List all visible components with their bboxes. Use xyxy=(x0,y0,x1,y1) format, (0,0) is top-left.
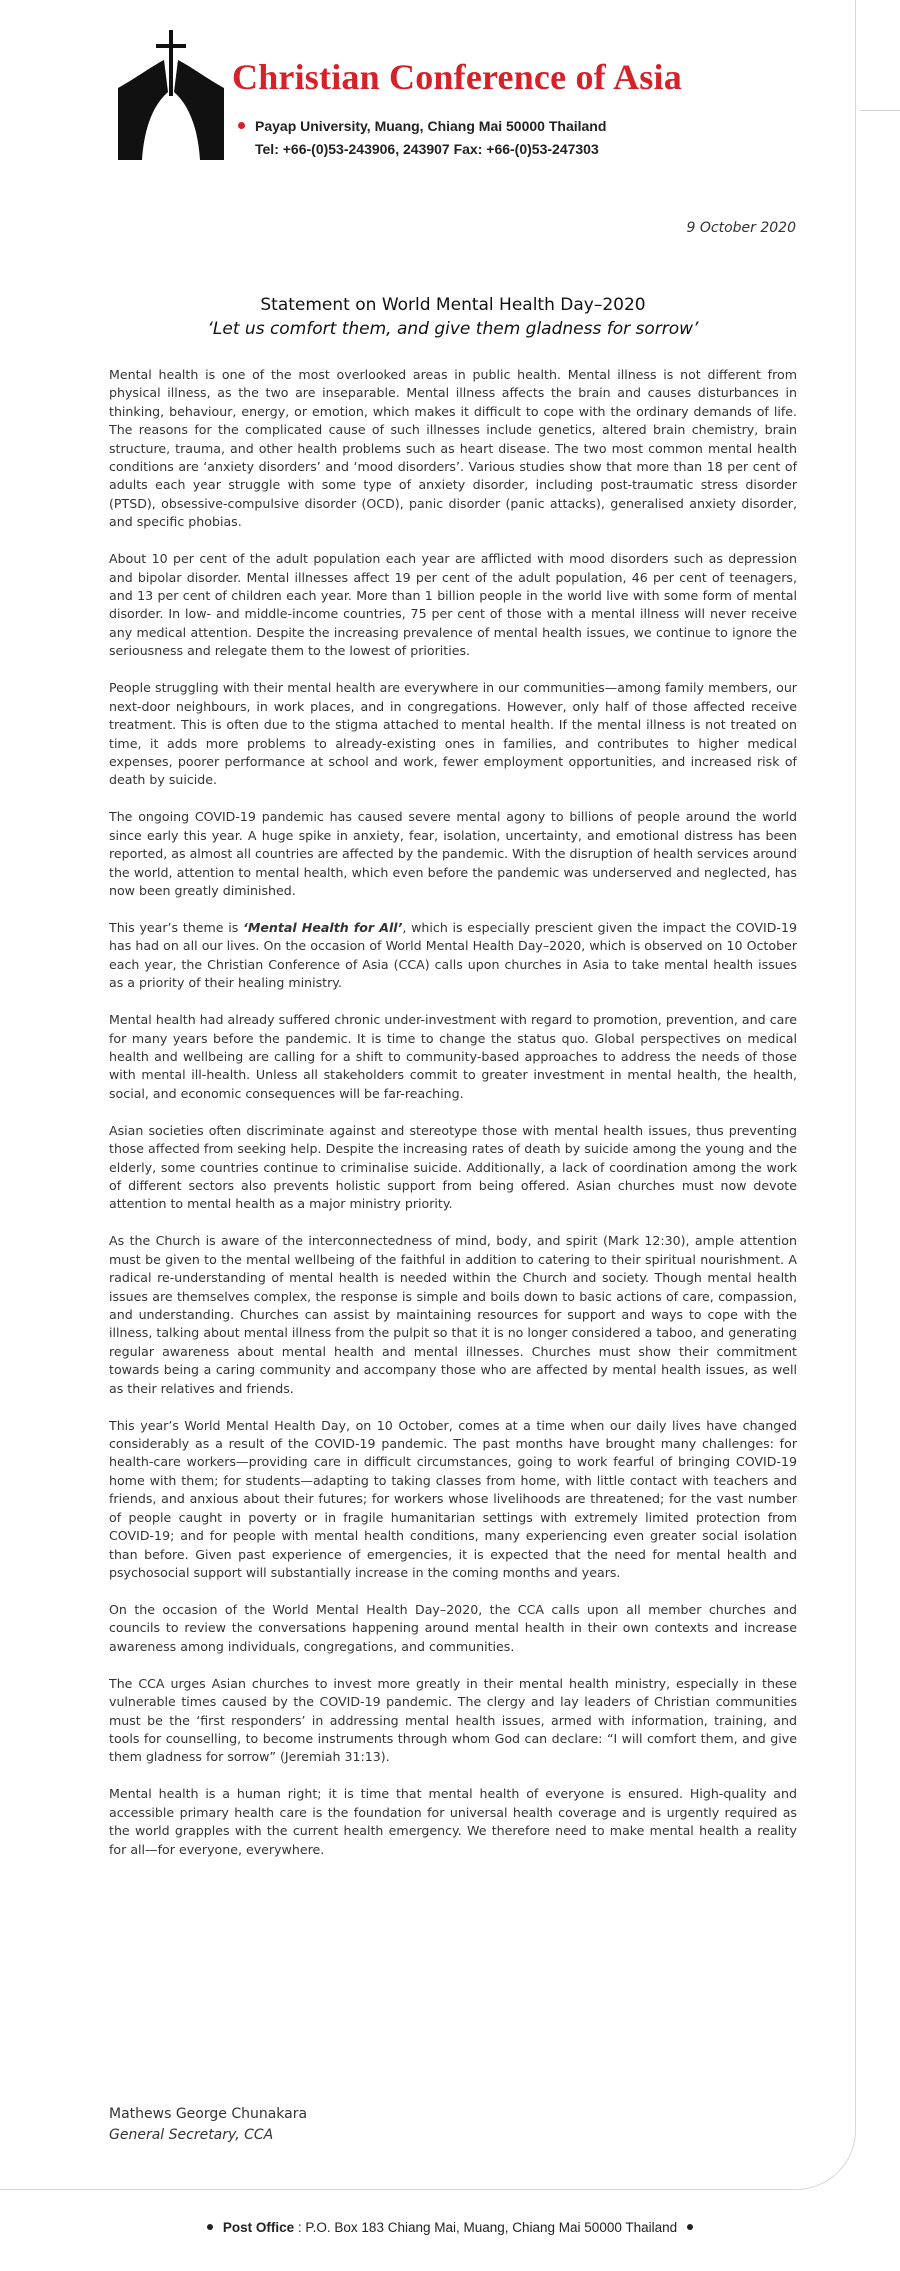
org-name: Christian Conference of Asia xyxy=(232,57,682,97)
footer-address xyxy=(0,2220,900,2235)
bullet-icon xyxy=(687,2224,693,2230)
letter-date: 9 October 2020 xyxy=(686,220,796,236)
cca-cross-logo-icon xyxy=(112,26,230,166)
paragraph: Mental health is a human right; it is time that mental health of everyone is ensured. High-quality and accessible primary health care is the foundation for universal health coverage and is urgently required as the world grapples with the current health emergency. We therefore need to make mental health a reality for all—for everyone, everywhere. xyxy=(109,1786,797,1857)
title-line-1: Statement on World Mental Health Day–2020 xyxy=(260,295,646,315)
paragraph: This year’s World Mental Health Day, on 10 October, comes at a time when our daily lives have changed considerably as a result of the COVID-19 pandemic. The past months have brought many challenges: for health-care workers—providing care in difficult circumstances, going to work fearful of bringing COVID-19 home with them; for students—adapting to taking classes from home, with little contact with teachers and friends, and anxious about their futures; for workers whose livelihoods are threatened; for the vast number of people caught in poverty or in fragile humanitarian settings with extremely limited protection from COVID-19; and for people with mental health conditions, many experiencing even greater social isolation than before. Given past experience of emergencies, it is expected that the need for mental health and psychosocial support will substantially increase in the coming months and years. xyxy=(109,1417,797,1580)
signatory-name: Mathews George Chunakara xyxy=(109,2106,308,2122)
theme-rest: , which is especially prescient given the impact the COVID-19 has had on all our lives. On the occasion of World Mental Health Day–2020, which is observed on 10 October each year, the Christian Conference of Asia (CCA) calls upon churches in Asia to take mental health issues as a priority of their healing ministry. xyxy=(109,919,797,991)
address-text: Payap University, Muang, Chiang Mai 50000 Thailand xyxy=(255,118,607,134)
paragraph: People struggling with their mental health are everywhere in our communities—among family members, our next-door neighbours, in work places, and in congregations. However, only half of those affected receive treatment. This is often due to the stigma attached to mental health. If the mental illness is not treated on time, it adds more problems to already-existing ones in families, and contributes to higher medical expenses, poorer performance at school and work, fewer employment opportunities, and increased risk of death by suicide. xyxy=(109,680,797,788)
footer-label: Post Office xyxy=(222,2220,295,2235)
header-rule xyxy=(860,110,900,111)
paragraph: Asian societies often discriminate against and stereotype those with mental health issues, thus preventing those affected from seeking help. Despite the increasing rates of death by suicide among the young and the elderly, some countries continue to criminalise suicide. Additionally, a lack of coordination among the work of different sectors also prevents holistic support from being offered. Asian churches must now devote attention to mental health as a major ministry priority. xyxy=(109,1122,797,1212)
paragraph: Mental health is one of the most overlooked areas in public health. Mental illness is not different from physical illness, as the two are inseparable. Mental illness affects the brain and causes disturbances in thinking, behaviour, energy, or emotion, which makes it difficult to cope with the ordinary demands of life. The reasons for the complicated cause of such illnesses include genetics, altered brain chemistry, brain structure, trauma, and other health problems such as heart disease. The two most common mental health conditions are ‘anxiety disorders’ and ‘mood disorders’. Various studies show that more than 18 per cent of adults each year struggle with some type of anxiety disorder, including post-traumatic stress disorder (PTSD), obsessive-compulsive disorder (OCD), panic disorder (panic attacks), generalised anxiety disorder, and specific phobias. xyxy=(109,367,797,530)
paragraph: The ongoing COVID-19 pandemic has caused severe mental agony to billions of people around the world since early this year. A huge spike in anxiety, fear, isolation, uncertainty, and emotional distress has been reported, as almost all countries are affected by the pandemic. With the disruption of health services around the world, attention to mental health, which even before the pandemic was underserved and neglected, has now been greatly diminished. xyxy=(109,809,797,898)
footer-text: : P.O. Box 183 Chiang Mai, Muang, Chiang Mai 50000 Thailand xyxy=(297,2220,678,2235)
paragraph: About 10 per cent of the adult population each year are afflicted with mood disorders such as depression and bipolar disorder. Mental illnesses affect 19 per cent of the adult population, 46 per cent of teenagers, and 13 per cent of children each year. More than 1 billion people in the world live with some form of mental disorder. In low- and middle-income countries, 75 per cent of those with a mental illness will never receive any medical attention. Despite the increasing prevalence of mental health issues, we continue to ignore the seriousness and relegate them to the lowest of priorities. xyxy=(109,551,797,659)
signature-block xyxy=(109,2104,307,2146)
paragraph: The CCA urges Asian churches to invest more greatly in their mental health ministry, especially in these vulnerable times caused by the COVID-19 pandemic. The clergy and lay leaders of Christian communities must be the ‘first responders’ in addressing mental health issues, armed with information, training, and tools for counselling, to become instruments through whom God can declare: “I will comfort them, and give them gladness for sorrow” (Jeremiah 31:13). xyxy=(109,1675,797,1765)
org-phone-fax: Tel: +66-(0)53-243906, 243907 Fax: +66-(0)53-247303 xyxy=(255,141,599,157)
paragraph: On the occasion of the World Mental Health Day–2020, the CCA calls upon all member churches and councils to review the conversations happening around mental health in their own contexts and increase awareness among individuals, congregations, and communities. xyxy=(109,1601,797,1654)
theme-name: ‘Mental Health for All’ xyxy=(243,919,403,935)
signatory-role: General Secretary, CCA xyxy=(109,2127,274,2143)
statement-title xyxy=(70,293,836,341)
org-address xyxy=(238,118,606,134)
bullet-icon xyxy=(238,122,245,129)
paragraph: As the Church is aware of the interconnectedness of mind, body, and spirit (Mark 12:30), ample attention must be given to the mental wellbeing of the faithful in addition to catering to their spiritual nourishment. A radical re-understanding of mental health is needed within the Church and society. Though mental health issues are themselves complex, the response is simple and boils down to basic actions of care, compassion, and understanding. Churches can assist by maintaining resources for support and ways to cope with the illness, talking about mental illness from the pulpit so that it is no longer considered a taboo, and generating regular awareness about mental health and mental illnesses. Churches must show their commitment towards being a caring community and accompany those who are affected by mental health issues, as well as their relatives and friends. xyxy=(109,1233,797,1396)
title-line-2: ‘Let us comfort them, and give them gladness for sorrow’ xyxy=(207,319,699,339)
bullet-icon xyxy=(207,2224,213,2230)
theme-intro: This year’s theme is xyxy=(109,919,244,935)
paragraph xyxy=(109,919,797,993)
paragraph: Mental health had already suffered chronic under-investment with regard to promotion, prevention, and care for many years before the pandemic. It is time to change the status quo. Global perspectives on medical health and wellbeing are calling for a shift to community-based approaches to address the needs of those with mental ill-health. Unless all stakeholders commit to greater investment in mental health, the health, social, and economic consequences will be far-reaching. xyxy=(109,1012,797,1101)
statement-body xyxy=(109,366,797,1878)
